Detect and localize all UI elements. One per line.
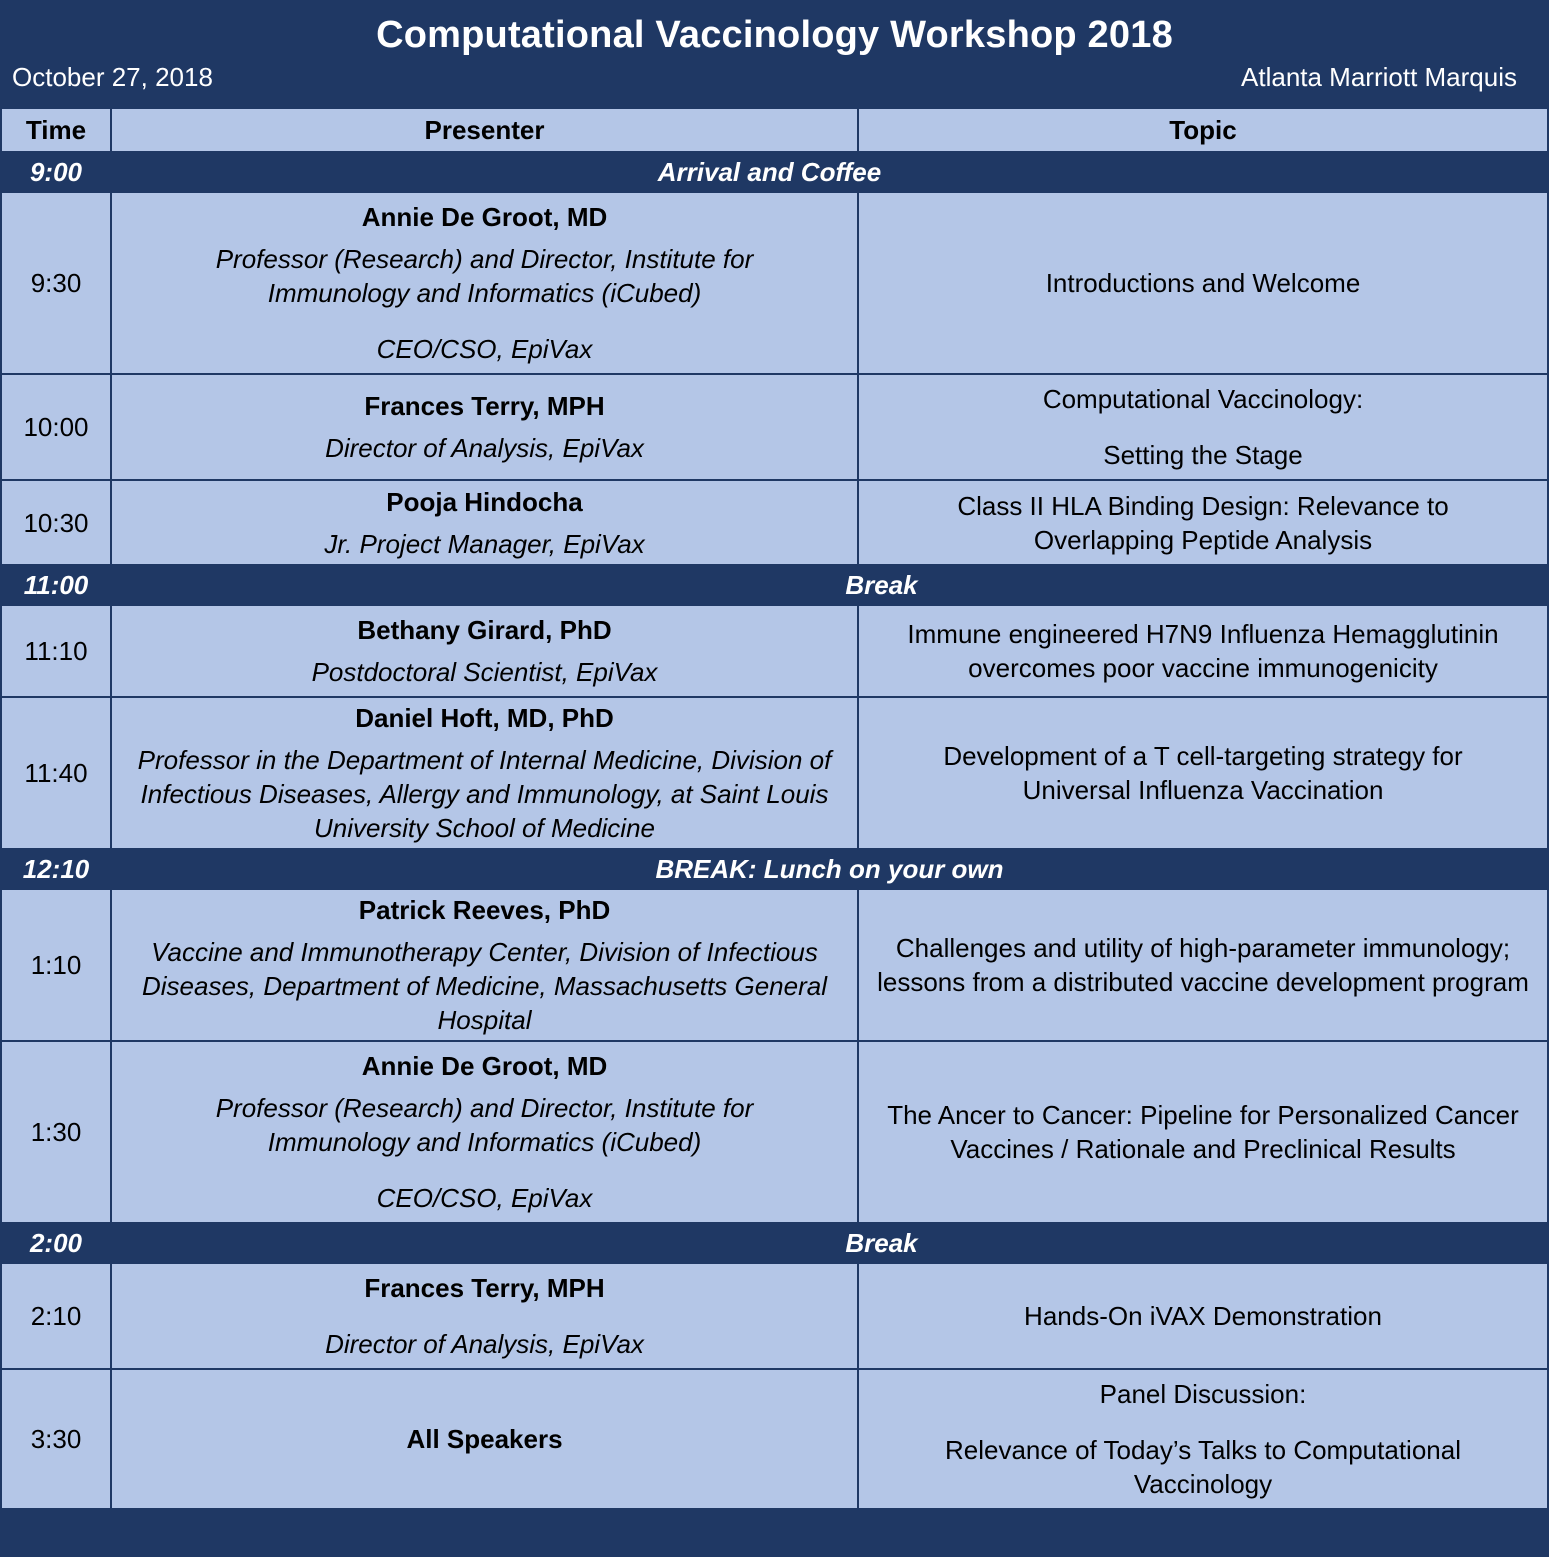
- presenter-cell: [111, 192, 858, 374]
- presenter-cell: [111, 1369, 858, 1509]
- time-cell: 9:00: [1, 152, 111, 192]
- column-header-topic: Topic: [858, 108, 1548, 152]
- time-cell: 10:00: [1, 374, 111, 480]
- time-cell: 9:30: [1, 192, 111, 374]
- presenter-role: Jr. Project Manager, EpiVax: [324, 528, 645, 559]
- presenter-name: Frances Terry, MPH: [364, 391, 605, 421]
- break-label: Arrival and Coffee: [111, 152, 1548, 192]
- presenter-cell: [111, 374, 858, 480]
- break-row: [1, 849, 1548, 889]
- topic-cell: Development of a T cell-targeting strategy for Universal Influenza Vaccination: [858, 697, 1548, 849]
- time-cell: 12:10: [1, 849, 111, 889]
- time-cell: 10:30: [1, 480, 111, 565]
- time-cell: 11:00: [1, 565, 111, 605]
- presenter-name: Pooja Hindocha: [386, 486, 583, 517]
- break-row: [1, 1223, 1548, 1263]
- session-row: [1, 889, 1548, 1041]
- session-row: [1, 192, 1548, 374]
- topic-cell: Panel Discussion: Relevance of Today’s Talks to Computational Vaccinology: [858, 1369, 1548, 1509]
- topic-cell: Immune engineered H7N9 Influenza Hemagglutinin overcomes poor vaccine immunogenicity: [858, 605, 1548, 697]
- presenter-name: All Speakers: [406, 1424, 563, 1454]
- topic-cell: Challenges and utility of high-parameter immunology; lessons from a distributed vaccine development program: [858, 889, 1548, 1041]
- presenter-cell: [111, 889, 858, 1041]
- topic-cell: The Ancer to Cancer: Pipeline for Personalized Cancer Vaccines / Rationale and Preclinical Results: [858, 1041, 1548, 1223]
- topic-cell: Class II HLA Binding Design: Relevance to Overlapping Peptide Analysis: [858, 480, 1548, 565]
- presenter-role: CEO/CSO, EpiVax: [376, 334, 593, 364]
- time-cell: 2:00: [1, 1223, 111, 1263]
- presenter-role: Professor in the Department of Internal Medicine, Division of Infectious Diseases, Allergy and Immunology, at Saint Louis University School of Medicine: [137, 745, 832, 843]
- session-row: [1, 480, 1548, 565]
- presenter-role: Postdoctoral Scientist, EpiVax: [311, 657, 658, 687]
- presenter-name: Patrick Reeves, PhD: [358, 895, 611, 925]
- column-header-presenter: Presenter: [111, 108, 858, 152]
- break-row: [1, 152, 1548, 192]
- time-cell: 1:30: [1, 1041, 111, 1223]
- schedule-table: [0, 107, 1549, 1510]
- session-row: [1, 374, 1548, 480]
- time-cell: 1:10: [1, 889, 111, 1041]
- time-cell: 11:10: [1, 605, 111, 697]
- presenter-role: Director of Analysis, EpiVax: [325, 1329, 644, 1359]
- event-date: October 27, 2018: [12, 62, 213, 92]
- session-row: [1, 697, 1548, 849]
- header-banner: [0, 0, 1549, 107]
- session-row: [1, 1263, 1548, 1369]
- time-cell: 11:40: [1, 697, 111, 849]
- presenter-name: Annie De Groot, MD: [361, 202, 608, 232]
- presenter-cell: [111, 1041, 858, 1223]
- topic-cell: Introductions and Welcome: [858, 192, 1548, 374]
- presenter-name: Daniel Hoft, MD, PhD: [355, 703, 614, 733]
- presenter-name: Bethany Girard, PhD: [357, 615, 612, 645]
- topic-cell: Hands-On iVAX Demonstration: [858, 1263, 1548, 1369]
- presenter-role: CEO/CSO, EpiVax: [376, 1183, 593, 1213]
- time-cell: 3:30: [1, 1369, 111, 1509]
- event-venue: Atlanta Marriott Marquis: [1241, 62, 1517, 92]
- break-label: Break: [111, 1223, 1548, 1263]
- time-cell: 2:10: [1, 1263, 111, 1369]
- presenter-cell: [111, 1263, 858, 1369]
- break-row: [1, 565, 1548, 605]
- page-title: Computational Vaccinology Workshop 2018: [376, 14, 1173, 56]
- presenter-cell: [111, 697, 858, 849]
- presenter-cell: [111, 480, 858, 565]
- session-row: [1, 1369, 1548, 1509]
- presenter-name: Frances Terry, MPH: [364, 1273, 605, 1303]
- table-header-row: [1, 108, 1548, 152]
- presenter-role: Professor (Research) and Director, Institute for Immunology and Informatics (iCubed): [215, 244, 754, 308]
- presenter-name: Annie De Groot, MD: [361, 1051, 608, 1081]
- column-header-time: Time: [1, 108, 111, 152]
- presenter-role: Professor (Research) and Director, Institute for Immunology and Informatics (iCubed): [215, 1093, 754, 1157]
- break-label: Break: [111, 565, 1548, 605]
- presenter-cell: [111, 605, 858, 697]
- break-label: BREAK: Lunch on your own: [111, 849, 1548, 889]
- session-row: [1, 1041, 1548, 1223]
- presenter-role: Vaccine and Immunotherapy Center, Division of Infectious Diseases, Department of Medicine, Massachusetts General Hospital: [142, 937, 827, 1035]
- presenter-role: Director of Analysis, EpiVax: [325, 433, 644, 463]
- topic-cell: Computational Vaccinology: Setting the Stage: [858, 374, 1548, 480]
- session-row: [1, 605, 1548, 697]
